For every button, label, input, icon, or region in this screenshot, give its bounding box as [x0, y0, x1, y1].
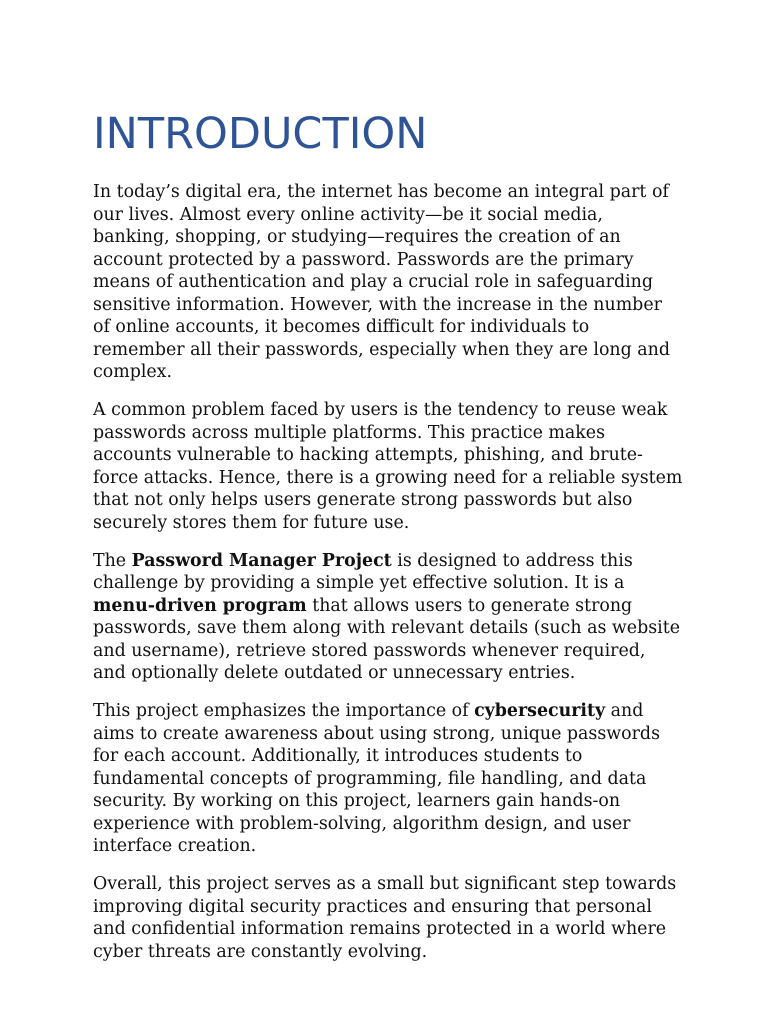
- paragraph-text: This project emphasizes the importance of: [93, 701, 475, 721]
- bold-term: cybersecurity: [474, 701, 606, 721]
- paragraph-text: In today’s digital era, the internet has become an integral part of our lives. Almost every online activity—be it social media, banking, shopping, or studying—requires the creation of an account protected by a password. Passwords are the primary means of authentication and play a crucial role in safeguarding sensitive information. However, with the increase in the number of online accounts, it becomes difficult for individuals to remember all their passwords, especially when they are long and complex.: [93, 182, 670, 382]
- bold-term: Password Manager Project: [131, 550, 392, 571]
- paragraph: [93, 873, 683, 963]
- paragraph-text: that allows users to generate strong passwords, save them along with relevant details (such as website and username), retrieve stored passwords whenever required, and optionally delete outdated or unnecessary entries.: [93, 595, 680, 683]
- paragraph-text: is designed to address this challenge by providing a simple yet effective solution. It is a: [93, 550, 633, 593]
- page-title: INTRODUCTION: [93, 109, 428, 159]
- paragraph-text: Overall, this project serves as a small but significant step towards improving digital security practices and ensuring that personal and confidential information remains protected in a world where cyber threats are constantly evolving.: [93, 874, 677, 962]
- document-body: [93, 181, 683, 979]
- paragraph-text: and aims to create awareness about using strong, unique passwords for each account. Additionally, it introduces students to fundamental concepts of programming, file handling, and data security. By working on this project, learners gain hands-on experience with problem-solving, algorithm design, and user interface creation.: [93, 701, 660, 856]
- paragraph: [93, 399, 683, 534]
- paragraph-text: The: [93, 550, 132, 571]
- bold-term: menu-driven program: [93, 595, 307, 616]
- paragraph: [93, 181, 683, 384]
- paragraph: [93, 700, 683, 858]
- paragraph-text: A common problem faced by users is the tendency to reuse weak passwords across multiple platforms. This practice makes accounts vulnerable to hacking attempts, phishing, and brute-force attacks. Hence, there is a growing need for a reliable system that not only helps users generate strong passwords but also securely stores them for future use.: [93, 400, 683, 533]
- paragraph: [93, 550, 683, 685]
